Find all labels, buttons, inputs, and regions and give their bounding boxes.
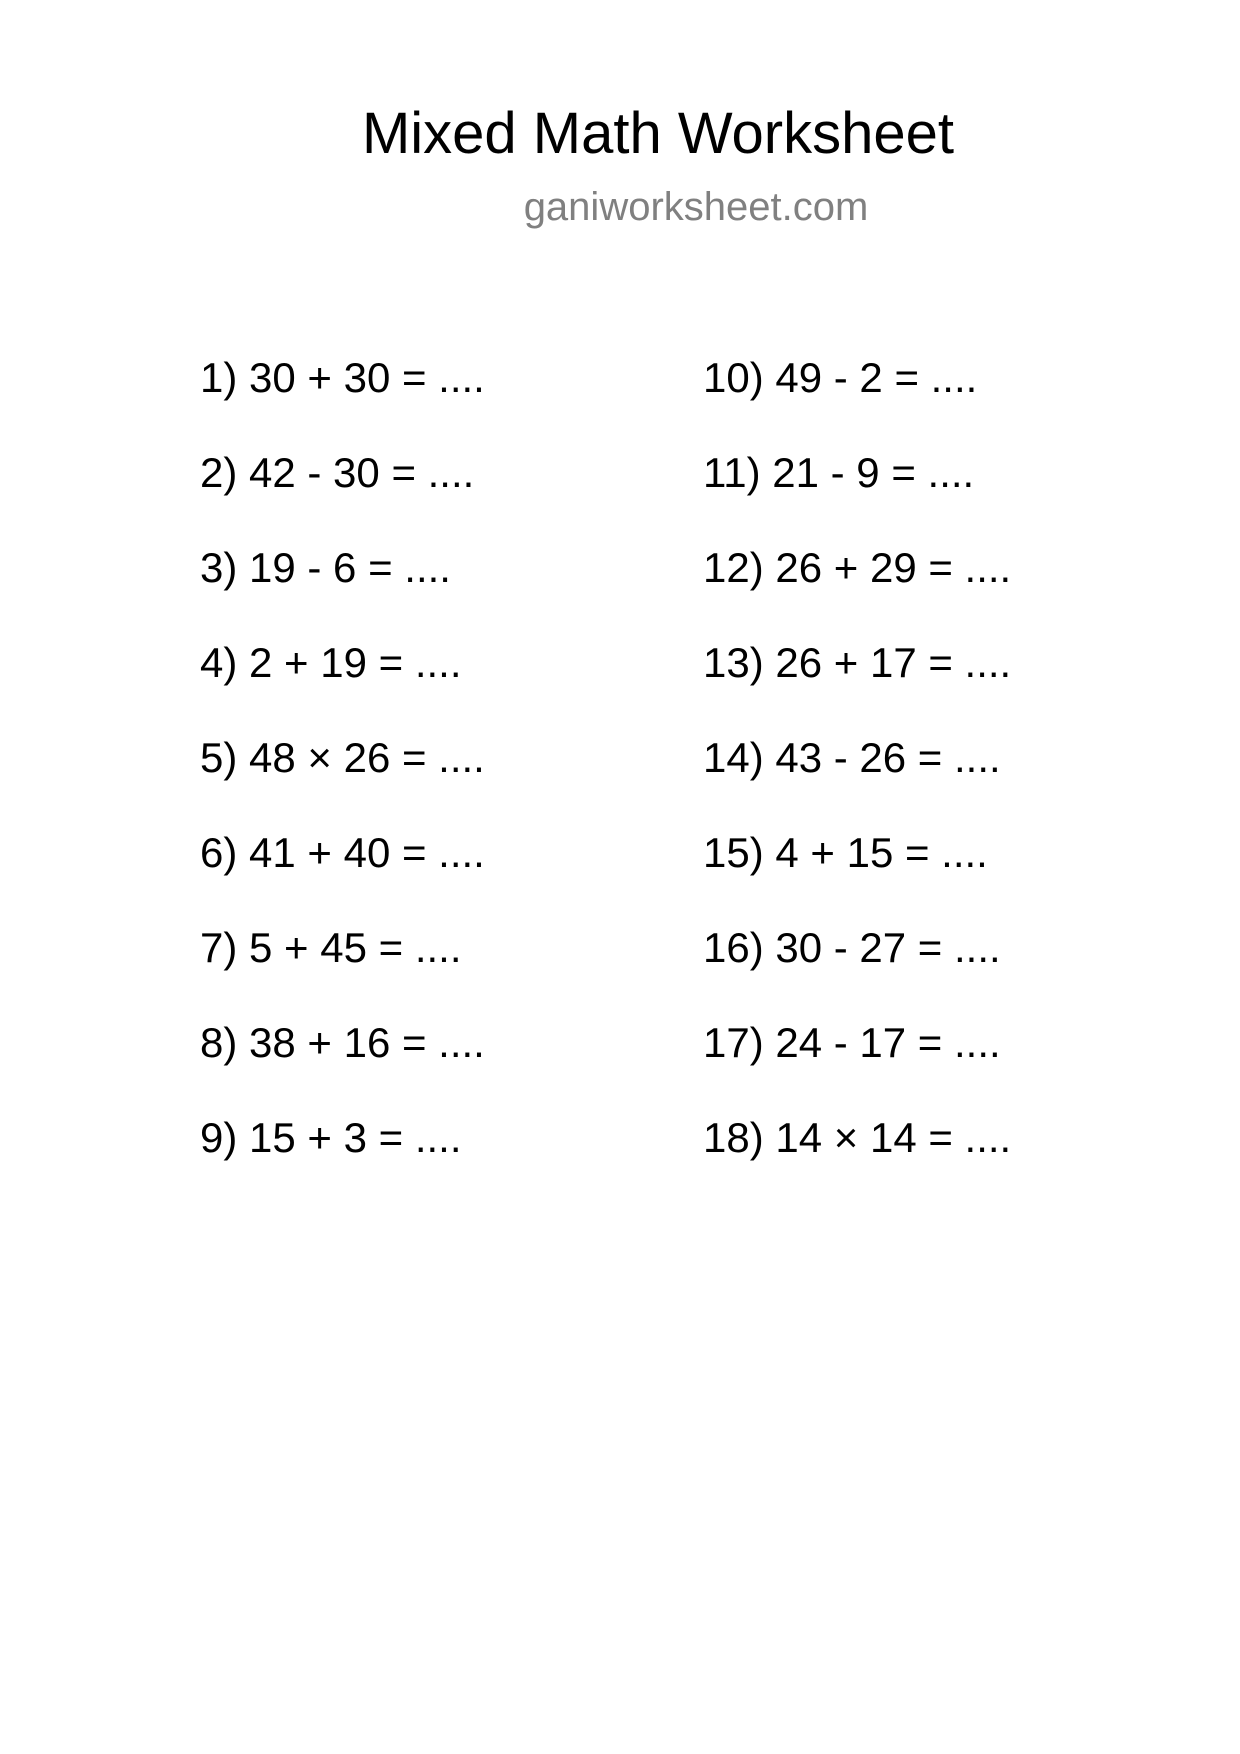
problem-10: 10) 49 - 2 = .... xyxy=(703,354,978,401)
problem-12: 12) 26 + 29 = .... xyxy=(703,544,1012,591)
problem-column-right xyxy=(703,348,1011,1203)
problem-6: 6) 41 + 40 = .... xyxy=(200,829,485,876)
problem-16: 16) 30 - 27 = .... xyxy=(703,924,1001,971)
page-title: Mixed Math Worksheet xyxy=(361,101,955,166)
problem-13: 13) 26 + 17 = .... xyxy=(703,639,1012,686)
problem-4: 4) 2 + 19 = .... xyxy=(200,639,462,686)
problem-17: 17) 24 - 17 = .... xyxy=(703,1019,1001,1066)
problem-1: 1) 30 + 30 = .... xyxy=(200,354,485,401)
problem-8: 8) 38 + 16 = .... xyxy=(200,1019,485,1066)
problem-14: 14) 43 - 26 = .... xyxy=(703,734,1001,781)
problem-column-left xyxy=(200,348,485,1203)
problem-5: 5) 48 × 26 = .... xyxy=(200,734,485,781)
site-url: ganiworksheet.com xyxy=(523,185,869,229)
problem-3: 3) 19 - 6 = .... xyxy=(200,544,451,591)
problem-9: 9) 15 + 3 = .... xyxy=(200,1114,462,1161)
problem-18: 18) 14 × 14 = .... xyxy=(703,1114,1012,1161)
problem-11: 11) 21 - 9 = .... xyxy=(703,449,975,496)
problem-2: 2) 42 - 30 = .... xyxy=(200,449,475,496)
problem-7: 7) 5 + 45 = .... xyxy=(200,924,462,971)
problem-15: 15) 4 + 15 = .... xyxy=(703,829,988,876)
